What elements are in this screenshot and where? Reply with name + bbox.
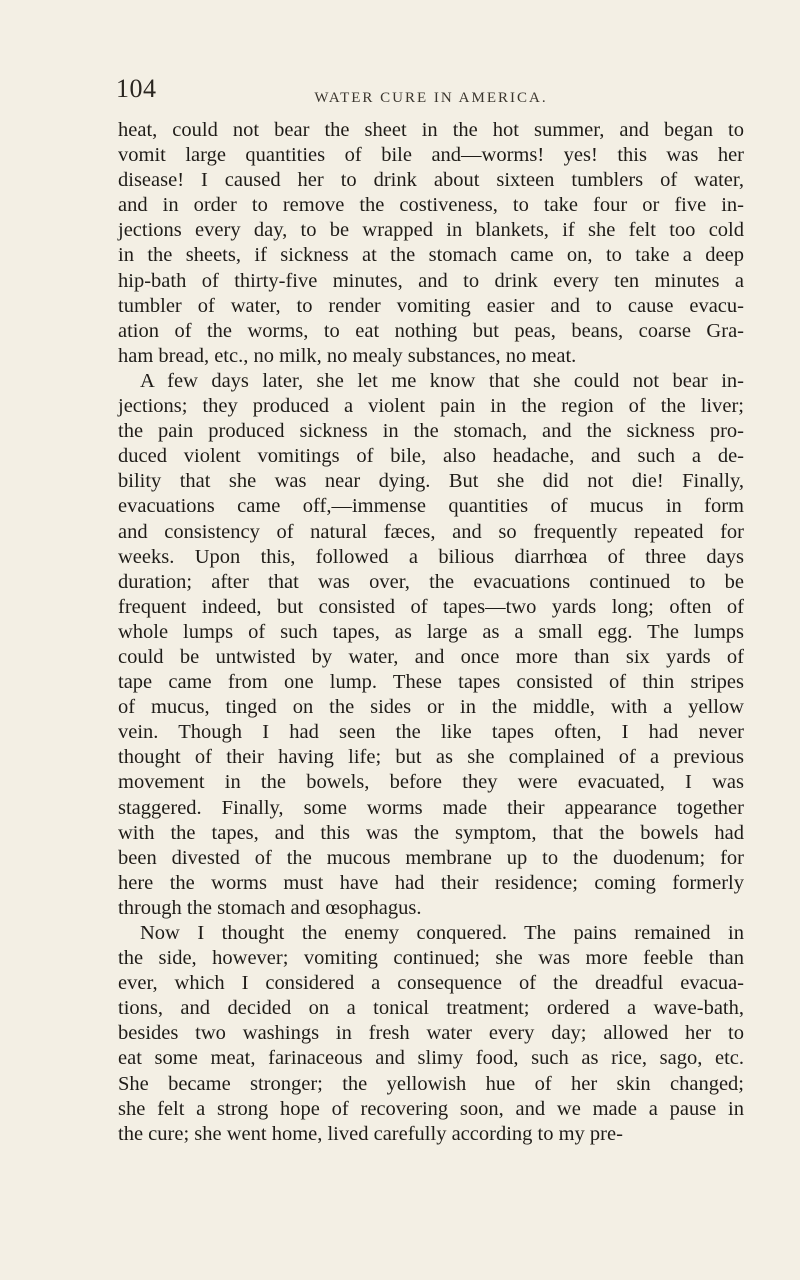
text-line: tions, and decided on a tonical treatment; ordered a wave-bath,	[118, 997, 744, 1020]
text-line: through the stomach and œsophagus.	[118, 896, 422, 919]
text-line: weeks. Upon this, followed a bilious diarrhœa of three days	[118, 545, 744, 568]
text-line: jections every day, to be wrapped in blankets, if she felt too cold	[118, 219, 744, 242]
paragraph	[118, 118, 744, 369]
text-line: She became stronger; the yellowish hue of her skin changed;	[118, 1072, 744, 1095]
text-line: and consistency of natural fæces, and so frequently repeated for	[118, 520, 744, 543]
text-line: jections; they produced a violent pain in the region of the liver;	[118, 395, 744, 418]
text-line: ation of the worms, to eat nothing but peas, beans, coarse Gra-	[118, 319, 744, 342]
text-line: in the sheets, if sickness at the stomach came on, to take a deep	[118, 244, 744, 267]
running-head: WATER CURE IN AMERICA.	[314, 90, 548, 106]
text-line: evacuations came off,—immense quantities of mucus in form	[118, 495, 744, 518]
body-text	[118, 118, 744, 1147]
text-line: heat, could not bear the sheet in the hot summer, and began to	[118, 119, 744, 141]
text-line: whole lumps of such tapes, as large as a small egg. The lumps	[118, 620, 744, 643]
text-line: tape came from one lump. These tapes consisted of thin stripes	[118, 671, 744, 694]
text-line: disease! I caused her to drink about sixteen tumblers of water,	[118, 169, 744, 192]
page-number: 104	[116, 74, 157, 103]
text-line: duration; after that was over, the evacuations continued to be	[118, 570, 744, 593]
text-line: A few days later, she let me know that she could not bear in-	[140, 369, 744, 392]
text-line: here the worms must have had their residence; coming formerly	[118, 871, 744, 894]
text-line: of mucus, tinged on the sides or in the middle, with a yellow	[118, 696, 744, 719]
text-line: Now I thought the enemy conquered. The pains remained in	[140, 922, 744, 944]
text-line: ever, which I considered a consequence of the dreadful evacua-	[118, 972, 744, 995]
page-header	[118, 74, 744, 110]
text-line: the pain produced sickness in the stomach, and the sickness pro-	[118, 420, 744, 443]
text-line: could be untwisted by water, and once more than six yards of	[118, 645, 744, 668]
paragraph	[118, 369, 744, 921]
text-line: ham bread, etc., no milk, no mealy substances, no meat.	[118, 344, 577, 367]
text-line: bility that she was near dying. But she did not die! Finally,	[118, 470, 744, 493]
text-line: eat some meat, farinaceous and slimy food, such as rice, sago, etc.	[118, 1047, 744, 1070]
text-line: the cure; she went home, lived carefully according to my pre-	[118, 1122, 623, 1145]
text-line: staggered. Finally, some worms made their appearance together	[118, 796, 744, 819]
text-line: hip-bath of thirty-five minutes, and to drink every ten minutes a	[118, 269, 744, 292]
text-line: frequent indeed, but consisted of tapes—two yards long; often of	[118, 595, 744, 618]
text-line: tumbler of water, to render vomiting easier and to cause evacu-	[118, 294, 744, 317]
text-line: been divested of the mucous membrane up to the duodenum; for	[118, 846, 744, 869]
text-line: vomit large quantities of bile and—worms! yes! this was her	[118, 144, 744, 167]
text-line: the side, however; vomiting continued; she was more feeble than	[118, 947, 744, 970]
text-line: she felt a strong hope of recovering soon, and we made a pause in	[118, 1097, 744, 1120]
text-line: duced violent vomitings of bile, also headache, and such a de-	[118, 445, 744, 468]
text-line: besides two washings in fresh water every day; allowed her to	[118, 1022, 744, 1045]
text-line: vein. Though I had seen the like tapes often, I had never	[118, 721, 744, 744]
text-line: and in order to remove the costiveness, to take four or five in-	[118, 194, 744, 217]
text-line: movement in the bowels, before they were evacuated, I was	[118, 771, 744, 794]
text-line: thought of their having life; but as she complained of a previous	[118, 746, 744, 769]
text-line: with the tapes, and this was the symptom, that the bowels had	[118, 821, 744, 844]
paragraph	[118, 921, 744, 1147]
